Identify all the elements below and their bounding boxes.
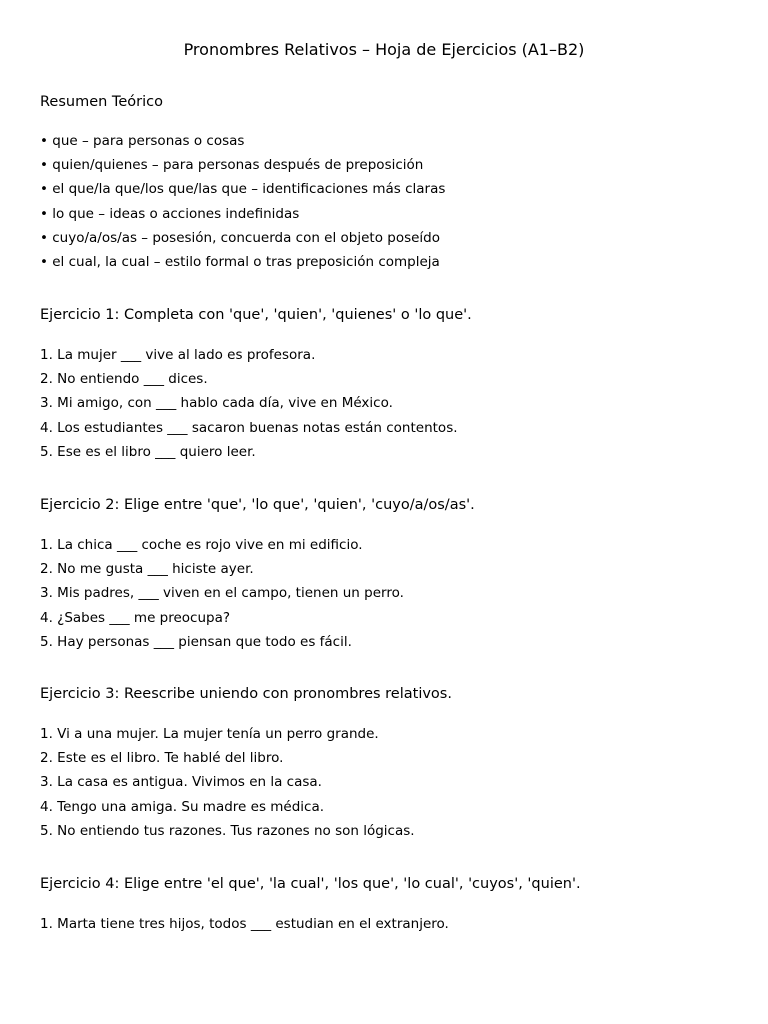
exercise-item: 4. Tengo una amiga. Su madre es médica. — [40, 798, 325, 815]
summary-item: • lo que – ideas o acciones indefinidas — [40, 205, 300, 222]
exercise-3-heading: Ejercicio 3: Reescribe uniendo con pronombres relativos. — [40, 686, 452, 702]
exercise-item: 5. Hay personas ___ piensan que todo es fácil. — [40, 633, 352, 650]
summary-list — [40, 129, 445, 274]
exercise-1-heading: Ejercicio 1: Completa con 'que', 'quien', 'quienes' o 'lo que'. — [40, 307, 472, 323]
exercise-item: 3. La casa es antigua. Vivimos en la casa. — [40, 774, 322, 791]
exercise-item: 3. Mi amigo, con ___ hablo cada día, vive en México. — [40, 395, 393, 412]
summary-heading: Resumen Teórico — [40, 94, 163, 110]
exercise-item: 4. ¿Sabes ___ me preocupa? — [40, 609, 231, 626]
exercise-item: 4. Los estudiantes ___ sacaron buenas notas están contentos. — [40, 419, 458, 436]
exercise-2-heading: Ejercicio 2: Elige entre 'que', 'lo que', 'quien', 'cuyo/a/os/as'. — [40, 497, 475, 513]
page-title: Pronombres Relativos – Hoja de Ejercicios (A1–B2) — [183, 40, 585, 59]
exercise-item: 5. No entiendo tus razones. Tus razones no son lógicas. — [40, 822, 415, 839]
exercise-item: 1. La chica ___ coche es rojo vive en mi edificio. — [40, 537, 363, 553]
summary-item: • el que/la que/los que/las que – identificaciones más claras — [40, 181, 446, 198]
exercise-item: 1. La mujer ___ vive al lado es profesora. — [40, 347, 316, 363]
summary-item: • cuyo/a/os/as – posesión, concuerda con el objeto poseído — [40, 229, 441, 246]
exercise-item: 5. Ese es el libro ___ quiero leer. — [40, 443, 256, 460]
exercise-item: 1. Vi a una mujer. La mujer tenía un perro grande. — [40, 726, 379, 742]
exercise-item: 3. Mis padres, ___ viven en el campo, tienen un perro. — [40, 585, 404, 602]
summary-item: • que – para personas o cosas — [40, 133, 245, 149]
exercise-item: 2. No entiendo ___ dices. — [40, 371, 208, 388]
exercise-item: 2. No me gusta ___ hiciste ayer. — [40, 561, 254, 578]
exercise-4-list — [40, 912, 449, 936]
exercise-item: 2. Este es el libro. Te hablé del libro. — [40, 750, 284, 767]
exercise-3-list — [40, 722, 415, 843]
exercise-1-list — [40, 343, 458, 464]
summary-item: • el cual, la cual – estilo formal o tras preposición compleja — [40, 253, 440, 270]
exercise-4-heading: Ejercicio 4: Elige entre 'el que', 'la cual', 'los que', 'lo cual', 'cuyos', 'quien'. — [40, 876, 581, 892]
summary-item: • quien/quienes – para personas después de preposición — [40, 157, 424, 174]
exercise-2-list — [40, 533, 404, 654]
exercise-item: 1. Marta tiene tres hijos, todos ___ estudian en el extranjero. — [40, 916, 449, 932]
